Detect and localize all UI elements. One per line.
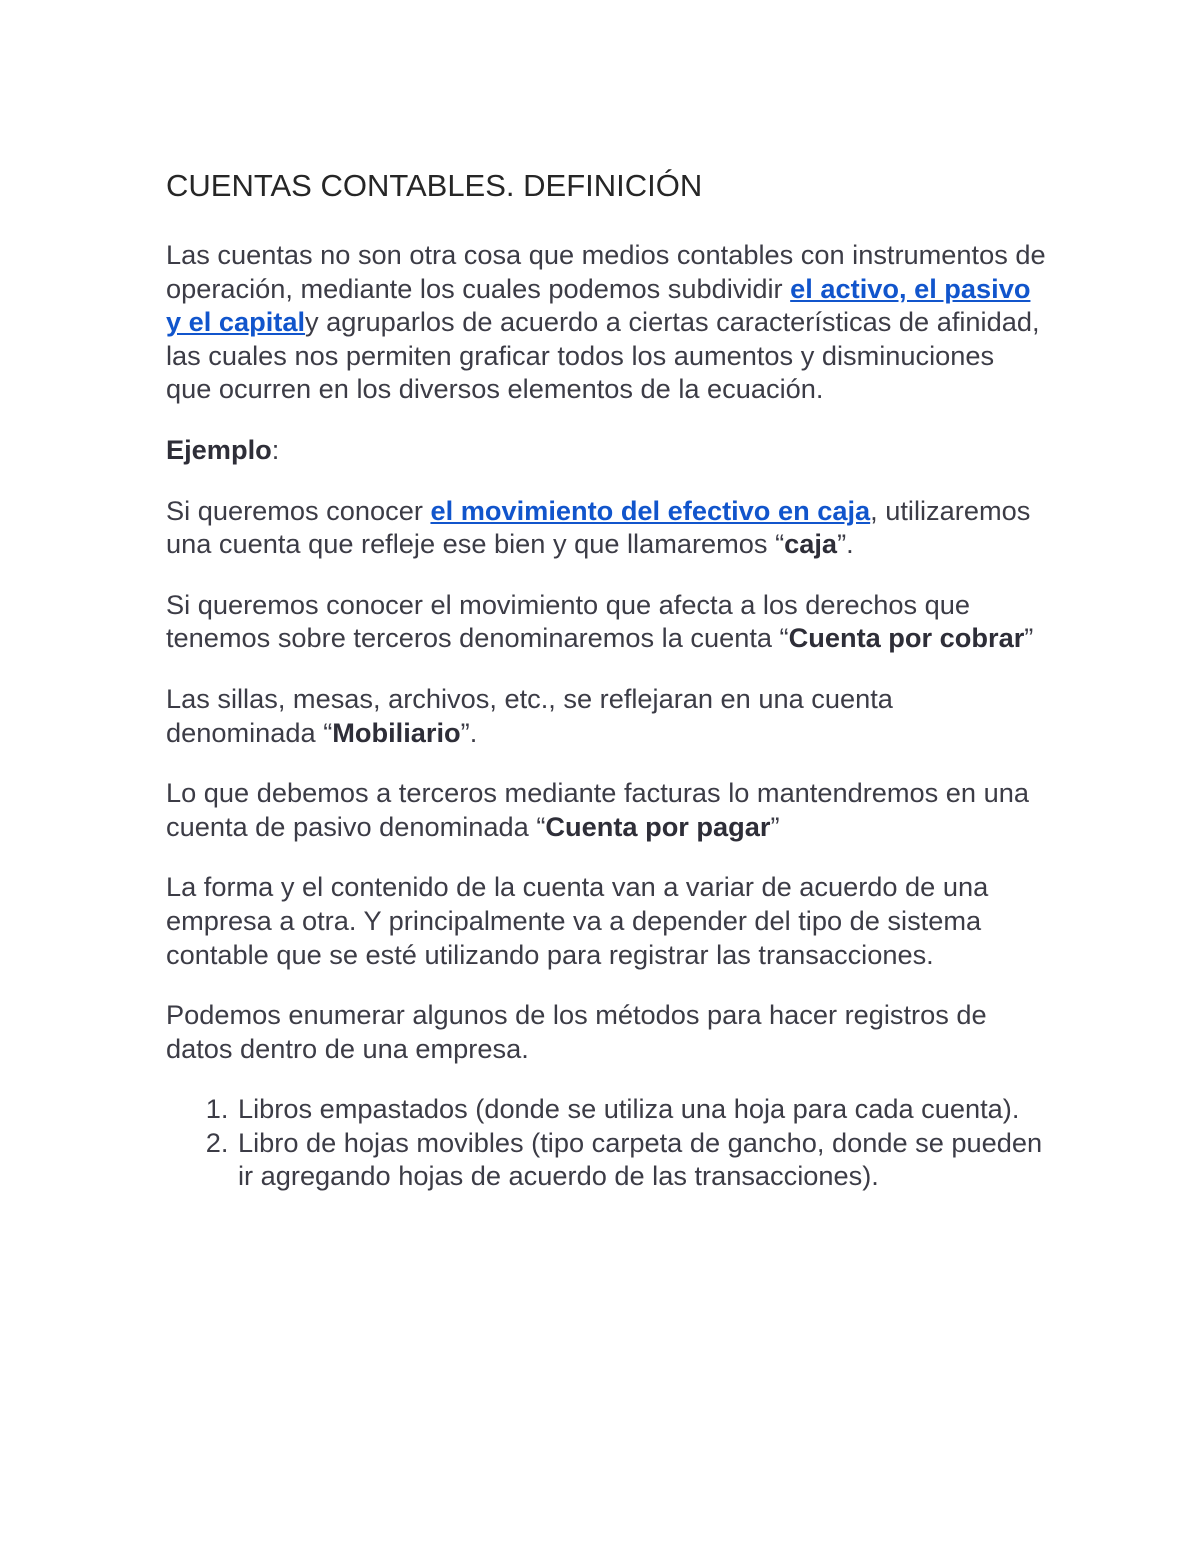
activo-pasivo-capital-link[interactable]: el activo, el pasivo y el capital	[166, 272, 1031, 338]
list-item: 2. Libro de hojas movibles (tipo carpeta de gancho, donde se pueden ir agregando hojas de acuerdo de las transacciones).	[236, 1126, 1046, 1193]
pagar-text-end: ”	[770, 810, 780, 842]
movimiento-efectivo-link[interactable]: el movimiento del efectivo en caja	[430, 494, 871, 526]
metodos-list	[166, 1092, 1046, 1193]
caja-paragraph	[166, 494, 1046, 561]
cobrar-text-end: ”	[1024, 622, 1034, 654]
definition-text-end: y agruparlos de acuerdo a ciertas características de afinidad, las cuales nos permiten graficar todos los aumentos y disminuciones que ocurren en los diversos elementos de la ecuación.	[166, 306, 1040, 405]
cobrar-text-start: Si queremos conocer el movimiento que afecta a los derechos que tenemos sobre terceros denominaremos la cuenta “	[166, 588, 970, 654]
definition-paragraph	[166, 238, 1046, 406]
example-heading	[166, 433, 1046, 467]
caja-text-start: Si queremos conocer	[166, 494, 431, 526]
pagar-text-start: Lo que debemos a terceros mediante facturas lo mantendremos en una cuenta de pasivo denominada “	[166, 777, 1029, 842]
mobiliario-text-end: ”.	[460, 716, 478, 748]
mobiliario-term: Mobiliario	[332, 716, 461, 748]
document-title: CUENTAS CONTABLES. DEFINICIÓN	[166, 168, 703, 203]
caja-text-middle: , utilizaremos una cuenta que refleje ese bien y que llamaremos “	[166, 494, 1031, 560]
example-label: Ejemplo	[166, 433, 272, 465]
cuenta-por-cobrar-term: Cuenta por cobrar	[788, 622, 1025, 654]
mobiliario-paragraph	[166, 682, 1046, 749]
caja-term: caja	[784, 528, 838, 560]
cuenta-por-pagar-term: Cuenta por pagar	[545, 810, 771, 842]
mobiliario-text-start: Las sillas, mesas, archivos, etc., se reflejaran en una cuenta denominada “	[166, 682, 893, 748]
cuenta-por-pagar-paragraph	[166, 776, 1046, 843]
forma-contenido-paragraph: La forma y el contenido de la cuenta van a variar de acuerdo de una empresa a otra. Y principalmente va a depender del tipo de sistema contable que se esté utilizando para registrar las transacciones.	[166, 871, 989, 970]
cuenta-por-cobrar-paragraph	[166, 588, 1046, 655]
metodos-paragraph: Podemos enumerar algunos de los métodos para hacer registros de datos dentro de una empresa.	[166, 999, 987, 1064]
example-colon: :	[271, 433, 280, 465]
definition-text-start: Las cuentas no son otra cosa que medios contables con instrumentos de operación, mediante los cuales podemos subdividir	[166, 239, 1046, 304]
list-item: 1. Libros empastados (donde se utiliza una hoja para cada cuenta).	[236, 1092, 1046, 1126]
caja-text-end: ”.	[837, 528, 854, 560]
document-page	[166, 166, 1046, 1193]
